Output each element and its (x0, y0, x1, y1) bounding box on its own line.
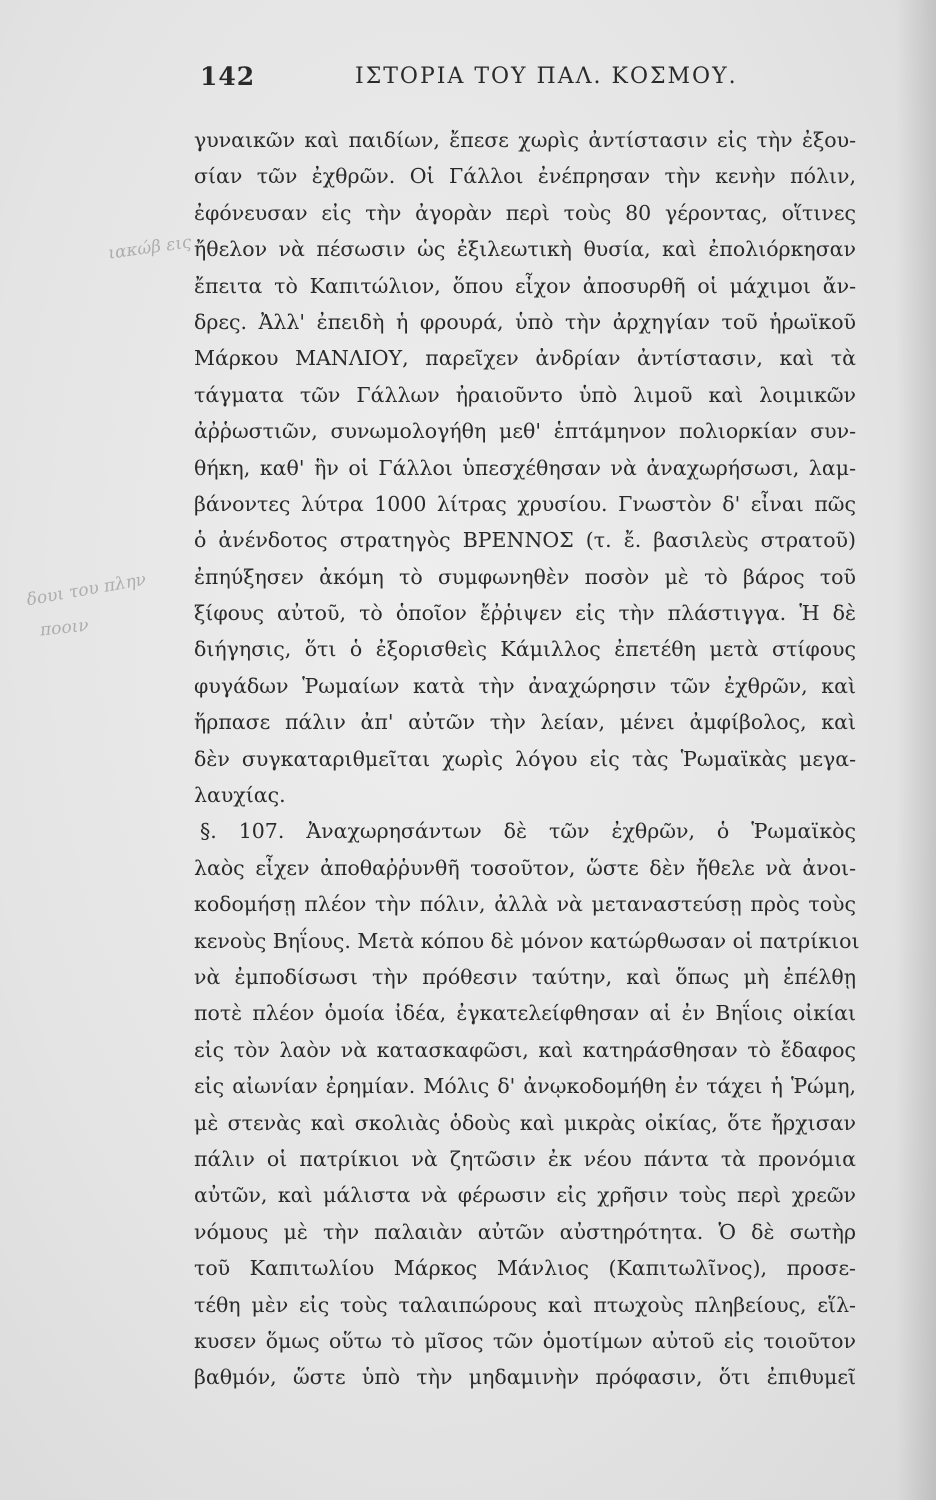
text-line: ποτὲ πλέον ὁμοία ἰδέα, ἐγκατελείφθησαν αἱ ἐν Βηΐοις οἰκίαι (194, 1001, 856, 1026)
section-start-line: §. 107. Ἀναχωρησάντων δὲ τῶν ἐχθρῶν, ὁ Ῥωμαϊκὸς (200, 819, 856, 844)
text-line: θήκη, καθ' ἣν οἱ Γάλλοι ὑπεσχέθησαν νὰ ἀναχωρήσωσι, λαμ- (194, 455, 856, 480)
margin-handwriting: δουι του πλην (25, 569, 148, 611)
text-line: κυσεν ὅμως οὕτω τὸ μῖσος τῶν ὁμοτίμων αὐτοῦ εἰς τοιοῦτον (194, 1328, 856, 1353)
text-line: λαυχίας. (194, 783, 286, 808)
text-line: ἤθελον νὰ πέσωσιν ὡς ἐξιλεωτικὴ θυσία, καὶ ἐπολιόρκησαν (194, 237, 856, 262)
page-number: 142 (200, 62, 256, 91)
text-line: Μάρκου ΜΑΝΛΙΟΥ, παρεῖχεν ἀνδρίαν ἀντίστασιν, καὶ τὰ (194, 346, 856, 371)
text-line: νόμους μὲ τὴν παλαιὰν αὐτῶν αὐστηρότητα. Ὁ δὲ σωτὴρ (194, 1219, 856, 1244)
text-line: τάγματα τῶν Γάλλων ἠραιοῦντο ὑπὸ λιμοῦ καὶ λοιμικῶν (194, 382, 856, 407)
text-line: εἰς τὸν λαὸν νὰ κατασκαφῶσι, καὶ κατηράσθησαν τὸ ἔδαφος (194, 1037, 856, 1062)
text-line: κενοὺς Βηΐους. Μετὰ κόπου δὲ μόνον κατώρθωσαν οἱ πατρίκιοι (194, 928, 860, 953)
text-line: κοδομήσῃ πλέον τὴν πόλιν, ἀλλὰ νὰ μεταναστεύσῃ πρὸς τοὺς (194, 892, 856, 917)
running-title: ΙΣΤΟΡΙΑ ΤΟΥ ΠΑΛ. ΚΟΣΜΟΥ. (355, 64, 738, 89)
text-line: ἐπηύξησεν ἀκόμη τὸ συμφωνηθὲν ποσὸν μὲ τὸ βάρος τοῦ (194, 564, 856, 589)
text-line: γυναικῶν καὶ παιδίων, ἔπεσε χωρὶς ἀντίστασιν εἰς τὴν ἐξου- (194, 128, 856, 152)
text-line: τέθη μὲν εἰς τοὺς ταλαιπώρους καὶ πτωχοὺς πληβείους, εἵλ- (194, 1292, 856, 1317)
text-line: ξίφους αὐτοῦ, τὸ ὁποῖον ἔῤῥιψεν εἰς τὴν πλάστιγγα. Ἡ δὲ (194, 601, 856, 626)
text-line: νὰ ἐμποδίσωσι τὴν πρόθεσιν ταύτην, καὶ ὅπως μὴ ἐπέλθῃ (194, 964, 856, 989)
text-line: σίαν τῶν ἐχθρῶν. Οἱ Γάλλοι ἐνέπρησαν τὴν κενὴν πόλιν, (194, 164, 856, 189)
text-line: δρες. Ἀλλ' ἐπειδὴ ἡ φρουρά, ὑπὸ τὴν ἀρχηγίαν τοῦ ἡρωϊκοῦ (194, 309, 856, 334)
text-line: λαὸς εἶχεν ἀποθαῤῥυνθῆ τοσοῦτον, ὥστε δὲν ἤθελε νὰ ἀνοι- (194, 855, 856, 880)
text-line: μὲ στενὰς καὶ σκολιὰς ὁδοὺς καὶ μικρὰς οἰκίας, ὅτε ἤρχισαν (194, 1110, 856, 1135)
text-line: ἔπειτα τὸ Καπιτώλιον, ὅπου εἶχον ἀποσυρθῆ οἱ μάχιμοι ἄν- (194, 273, 856, 298)
text-line: εἰς αἰωνίαν ἐρημίαν. Μόλις δ' ἀνῳκοδομήθη ἐν τάχει ἡ Ῥώμη, (194, 1074, 856, 1099)
margin-handwriting: ιακώβ εις (107, 232, 193, 264)
text-line: δὲν συγκαταριθμεῖται χωρὶς λόγου εἰς τὰς Ῥωμαϊκὰς μεγα- (194, 746, 856, 771)
text-line: ἀῤῥωστιῶν, συνωμολογήθη μεθ' ἑπτάμηνον πολιορκίαν συν- (194, 419, 856, 444)
text-line: ἥρπασε πάλιν ἀπ' αὐτῶν τὴν λείαν, μένει ἀμφίβολος, καὶ (194, 710, 856, 735)
text-line: τοῦ Καπιτωλίου Μάρκος Μάνλιος (Καπιτωλῖνος), προσε- (194, 1256, 856, 1281)
margin-handwriting: ποοιν (39, 615, 90, 641)
page-header (200, 62, 850, 102)
text-line: βάνοντες λύτρα 1000 λίτρας χρυσίου. Γνωστὸν δ' εἶναι πῶς (194, 491, 856, 516)
text-line: διήγησις, ὅτι ὁ ἐξορισθεὶς Κάμιλλος ἐπετέθη μετὰ στίφους (194, 637, 856, 662)
body-text (194, 122, 860, 1396)
text-line: ἐφόνευσαν εἰς τὴν ἀγορὰν περὶ τοὺς 80 γέροντας, οἵτινες (194, 200, 856, 225)
text-line: πάλιν οἱ πατρίκιοι νὰ ζητῶσιν ἐκ νέου πάντα τὰ προνόμια (194, 1146, 856, 1171)
text-line: ὁ ἀνένδοτος στρατηγὸς ΒΡΕΝΝΟΣ (τ. ἔ. βασιλεὺς στρατοῦ) (194, 528, 856, 553)
text-line: φυγάδων Ῥωμαίων κατὰ τὴν ἀναχώρησιν τῶν ἐχθρῶν, καὶ (194, 673, 856, 698)
text-line: αὐτῶν, καὶ μάλιστα νὰ φέρωσιν εἰς χρῆσιν τοὺς περὶ χρεῶν (194, 1183, 856, 1208)
page-edge-shadow (896, 0, 936, 1500)
text-line: βαθμόν, ὥστε ὑπὸ τὴν μηδαμινὴν πρόφασιν, ὅτι ἐπιθυμεῖ (194, 1365, 856, 1390)
